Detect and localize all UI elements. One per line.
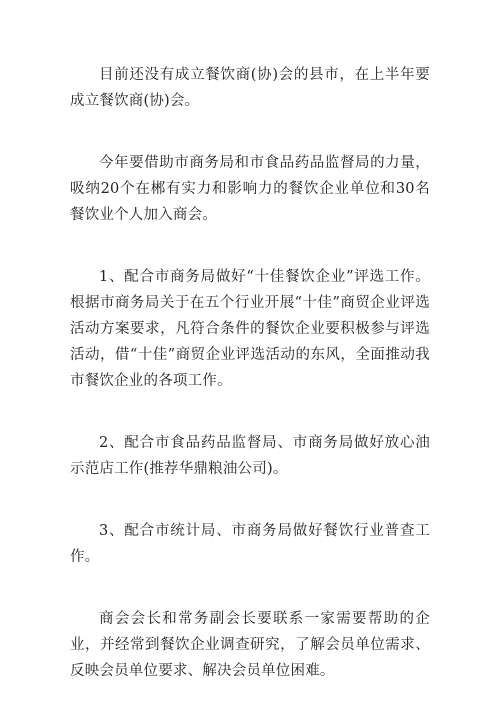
paragraph-oil-demo-store: 2、配合市食品药品监督局、市商务局做好放心油示范店工作(推荐华鼎粮油公司)。 <box>70 435 430 477</box>
paragraph-leader-contact: 商会会长和常务副会长要联系一家需要帮助的企业，并经常到餐饮企业调查研究，了解会员单位需求、反映会员单位要求、解决会员单位困难。 <box>70 611 430 679</box>
paragraph-unestablished-associations: 目前还没有成立餐饮商(协)会的县市，在上半年要成立餐饮商(协)会。 <box>70 67 430 109</box>
paragraph-industry-census: 3、配合市统计局、市商务局做好餐饮行业普查工作。 <box>70 523 430 565</box>
paragraph-top-ten-selection: 1、配合市商务局做好“十佳餐饮企业”评选工作。根据市商务局关于在五个行业开展“十佳”商贸企业评选活动方案要求，凡符合条件的餐饮企业要积极参与评选活动，借“十佳”商贸企业评选活动的东风，全面推动我市餐饮企业的各项工作。 <box>70 269 430 389</box>
paragraph-recruit-members: 今年要借助市商务局和市食品药品监督局的力量，吸纳20个在郴有实力和影响力的餐饮企业单位和30名餐饮业个人加入商会。 <box>70 155 430 223</box>
